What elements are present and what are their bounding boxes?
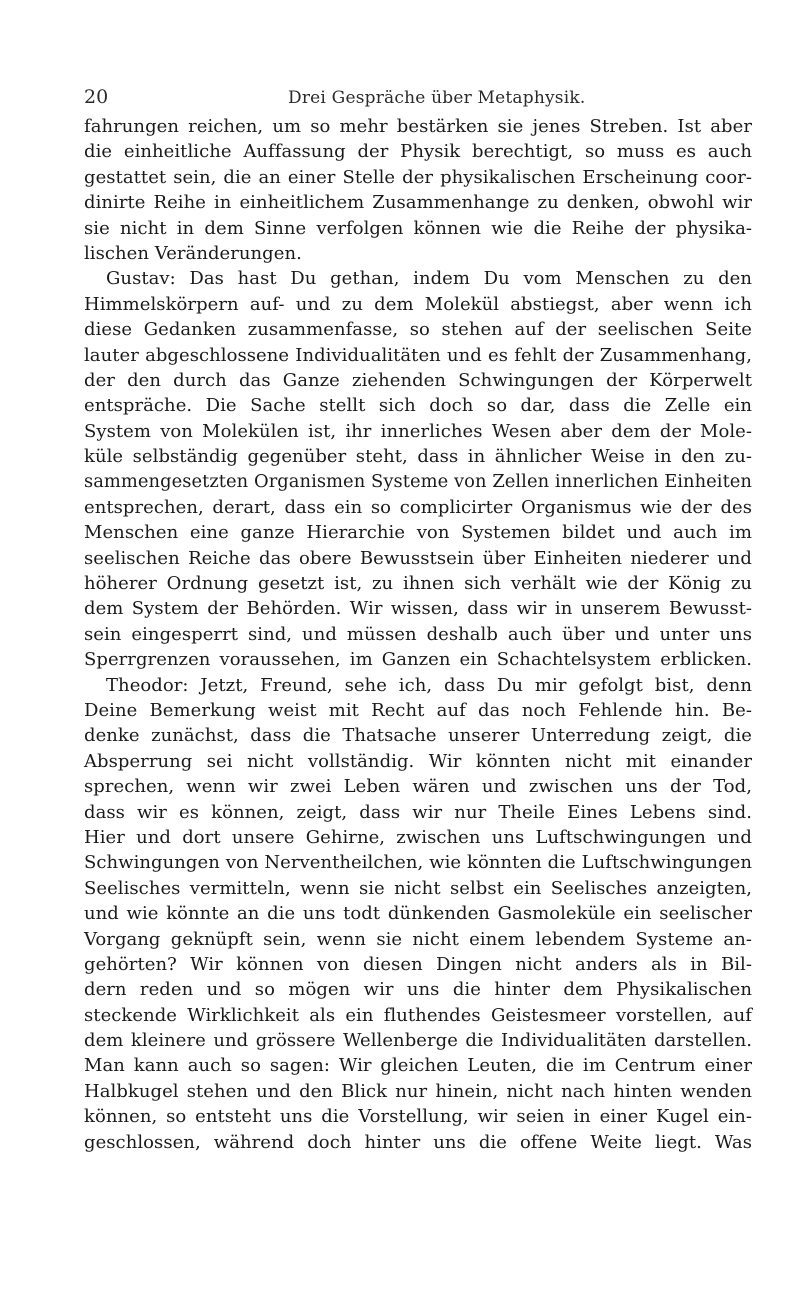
text-line: und wie könnte an die uns todt dünkenden Gasmoleküle ein seelischer [84, 903, 752, 925]
book-page [84, 86, 752, 1155]
text-line: steckende Wirklichkeit als ein fluthendes Geistesmeer vorstellen, auf [84, 1004, 752, 1026]
text-line: Theodor: Jetzt, Freund, sehe ich, dass Du mir gefolgt bist, denn [106, 674, 752, 696]
text-line: lauter abgeschlossene Individualitäten und es fehlt der Zusammenhang, [84, 344, 752, 366]
text-line: denke zunächst, dass die Thatsache unserer Unterredung zeigt, die [84, 725, 752, 747]
running-title: Drei Gespräche über Metaphysik. [288, 88, 586, 108]
text-line: sein eingesperrt sind, und müssen deshalb auch über und unter uns [84, 623, 752, 645]
text-line: Seelisches vermitteln, wenn sie nicht selbst ein Seelisches anzeigten, [84, 877, 752, 899]
text-line: entsprechen, derart, dass ein so complicirter Organismus wie der des [84, 496, 752, 518]
text-line: Sperrgrenzen voraussehen, im Ganzen ein Schachtelsystem erblicken. [84, 649, 752, 671]
text-line: lischen Veränderungen. [84, 242, 302, 264]
text-line: gestattet sein, die an einer Stelle der physikalischen Erscheinung coor- [84, 166, 752, 188]
text-line: sammengesetzten Organismen Systeme von Zellen innerlichen Einheiten [84, 471, 752, 493]
text-line: dinirte Reihe in einheitlichem Zusammenhange zu denken, obwohl wir [84, 192, 752, 214]
text-line: Menschen eine ganze Hierarchie von Systemen bildet und auch im [84, 522, 752, 544]
text-line: dass wir es können, zeigt, dass wir nur Theile Eines Lebens sind. [84, 801, 752, 823]
text-line: Himmelskörpern auf- und zu dem Molekül abstiegst, aber wenn ich [84, 293, 752, 315]
text-line: küle selbständig gegenüber steht, dass in ähnlicher Weise in den zu- [84, 446, 752, 468]
text-line: seelischen Reiche das obere Bewusstsein über Einheiten niederer und [84, 547, 752, 569]
text-line: Deine Bemerkung weist mit Recht auf das noch Fehlende hin. Be- [84, 699, 752, 721]
text-line: dem System der Behörden. Wir wissen, dass wir in unserem Bewusst- [84, 598, 752, 620]
text-line: Absperrung sei nicht vollständig. Wir könnten nicht mit einander [84, 750, 752, 772]
text-line: sie nicht in dem Sinne verfolgen können wie die Reihe der physika- [84, 217, 752, 239]
text-line: sprechen, wenn wir zwei Leben wären und zwischen uns der Tod, [84, 776, 752, 798]
running-head [84, 86, 752, 114]
text-line: Man kann auch so sagen: Wir gleichen Leuten, die im Centrum einer [84, 1055, 752, 1077]
text-line: System von Molekülen ist, ihr innerliches Wesen aber dem der Mole- [84, 420, 752, 442]
text-line: Halbkugel stehen und den Blick nur hinein, nicht nach hinten wenden [84, 1080, 752, 1102]
text-line: geschlossen, während doch hinter uns die offene Weite liegt. Was [84, 1131, 752, 1153]
text-line: der den durch das Ganze ziehenden Schwingungen der Körperwelt [84, 369, 752, 391]
text-line: gehörten? Wir können von diesen Dingen nicht anders als in Bil- [84, 953, 752, 975]
text-line: Hier und dort unsere Gehirne, zwischen uns Luftschwingungen und [84, 826, 752, 848]
text-line: höherer Ordnung gesetzt ist, zu ihnen sich verhält wie der König zu [84, 573, 752, 595]
text-line: dern reden und so mögen wir uns die hinter dem Physikalischen [84, 979, 752, 1001]
text-line: dem kleinere und grössere Wellenberge die Individualitäten darstellen. [84, 1030, 752, 1052]
text-line: diese Gedanken zusammenfasse, so stehen auf der seelischen Seite [84, 319, 752, 341]
text-line: können, so entsteht uns die Vorstellung, wir seien in einer Kugel ein- [84, 1106, 752, 1128]
text-line: Gustav: Das hast Du gethan, indem Du vom Menschen zu den [106, 268, 752, 290]
text-line: fahrungen reichen, um so mehr bestärken sie jenes Streben. Ist aber [84, 116, 752, 137]
text-line: Schwingungen von Nerventheilchen, wie könnten die Luftschwingungen [84, 852, 752, 874]
text-line: die einheitliche Auffassung der Physik berechtigt, so muss es auch [84, 141, 752, 163]
body-text [84, 114, 752, 1155]
page-number: 20 [84, 86, 109, 108]
text-line: entspräche. Die Sache stellt sich doch so dar, dass die Zelle ein [84, 395, 752, 417]
text-line: Vorgang geknüpft sein, wenn sie nicht einem lebendem Systeme an- [84, 928, 752, 950]
